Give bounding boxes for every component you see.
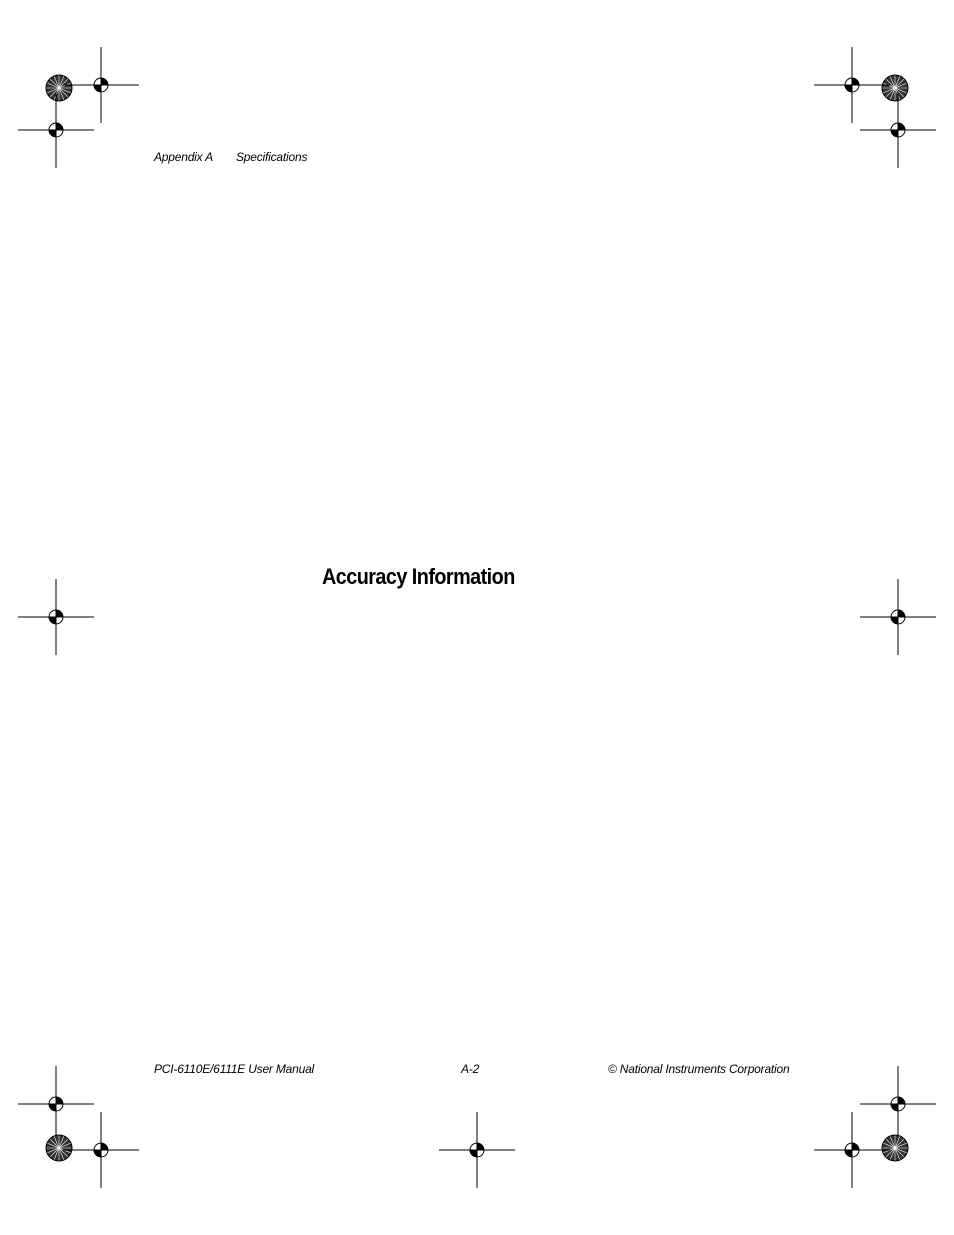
registration-crosshair-icon — [814, 47, 890, 123]
running-header-section: Specifications — [236, 150, 308, 164]
registration-starburst-icon — [882, 75, 908, 101]
registration-crosshair-icon — [63, 1112, 139, 1188]
registration-crosshair-icon — [860, 1066, 936, 1142]
footer-manual-title: PCI-6110E/6111E User Manual — [154, 1062, 315, 1076]
registration-starburst-icon — [46, 75, 72, 101]
registration-crosshair-icon — [860, 579, 936, 655]
registration-starburst-icon — [46, 1135, 72, 1161]
registration-crosshair-icon — [18, 579, 94, 655]
footer-copyright: © National Instruments Corporation — [608, 1062, 790, 1076]
registration-crosshair-icon — [18, 92, 94, 168]
running-header-appendix: Appendix A — [154, 150, 213, 164]
registration-crosshair-icon — [439, 1112, 515, 1188]
registration-crosshair-icon — [18, 1066, 94, 1142]
registration-crosshair-icon — [814, 1112, 890, 1188]
registration-crosshair-icon — [63, 47, 139, 123]
section-heading: Accuracy Information — [322, 564, 515, 589]
registration-starburst-icon — [882, 1135, 908, 1161]
registration-crosshair-icon — [860, 92, 936, 168]
footer-page-number: A-2 — [461, 1062, 480, 1076]
